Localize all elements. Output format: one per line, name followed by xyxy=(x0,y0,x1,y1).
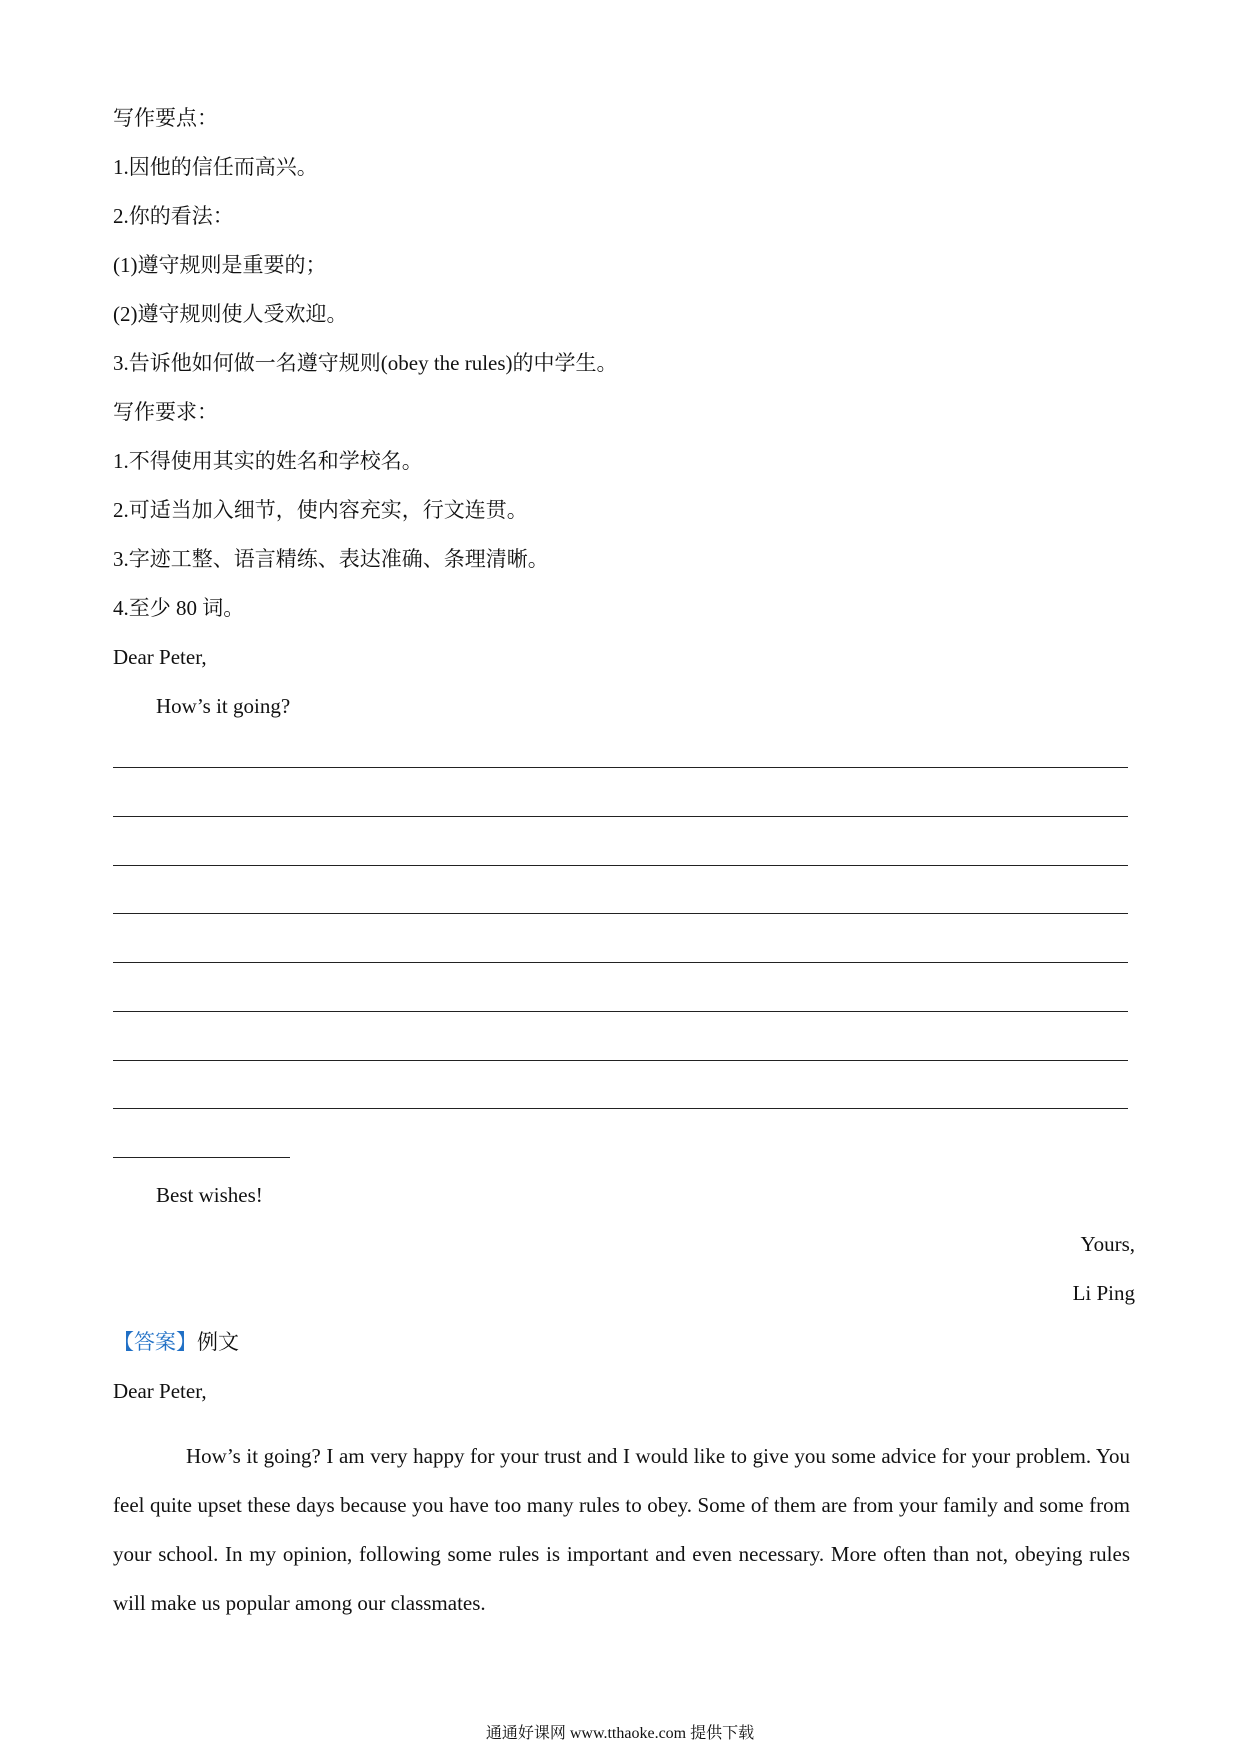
point-item: 1.因他的信任而高兴。 xyxy=(113,155,318,179)
point-item: (2)遵守规则使人受欢迎。 xyxy=(113,302,348,326)
answer-tag: 【答案】 xyxy=(113,1330,197,1354)
writing-line xyxy=(113,1011,1128,1012)
letter-closing: Best wishes! xyxy=(156,1183,263,1207)
requirement-item: 4.至少 80 词。 xyxy=(113,596,245,620)
letter-opening: How’s it going? xyxy=(156,694,291,718)
letter-signoff: Yours, xyxy=(1080,1232,1135,1256)
writing-line xyxy=(113,865,1128,866)
writing-line xyxy=(113,913,1128,914)
letter-signature: Li Ping xyxy=(1072,1281,1135,1305)
answer-label: 例文 xyxy=(197,1330,239,1354)
point-item: (1)遵守规则是重要的； xyxy=(113,253,327,277)
writing-line xyxy=(113,1060,1128,1061)
writing-line xyxy=(113,816,1128,817)
point-item: 3.告诉他如何做一名遵守规则(obey the rules)的中学生。 xyxy=(113,351,618,375)
writing-line-short xyxy=(113,1157,290,1158)
requirement-item: 2.可适当加入细节，使内容充实，行文连贯。 xyxy=(113,498,528,522)
writing-line xyxy=(113,767,1128,768)
answer-salutation: Dear Peter, xyxy=(113,1379,207,1403)
writing-line xyxy=(113,962,1128,963)
writing-line xyxy=(113,1108,1128,1109)
requirements-heading: 写作要求： xyxy=(113,400,218,424)
answer-essay-body: How’s it going? I am very happy for your trust and I would like to give you some advice for your problem. You feel quite upset these days because you have too many rules to obey. Some of them are from your family and some from your school. In my opinion, following some rules is important and even necessary. More often than not, obeying rules will make us popular among our classmates. xyxy=(113,1444,1130,1615)
requirement-item: 3.字迹工整、语言精练、表达准确、条理清晰。 xyxy=(113,547,549,571)
letter-salutation: Dear Peter, xyxy=(113,645,207,669)
answer-heading xyxy=(113,1328,239,1356)
points-heading: 写作要点： xyxy=(113,106,218,130)
point-item: 2.你的看法： xyxy=(113,204,234,228)
footer-watermark: 通通好课网 www.tthaoke.com 提供下载 xyxy=(485,1725,755,1742)
requirement-item: 1.不得使用其实的姓名和学校名。 xyxy=(113,449,423,473)
